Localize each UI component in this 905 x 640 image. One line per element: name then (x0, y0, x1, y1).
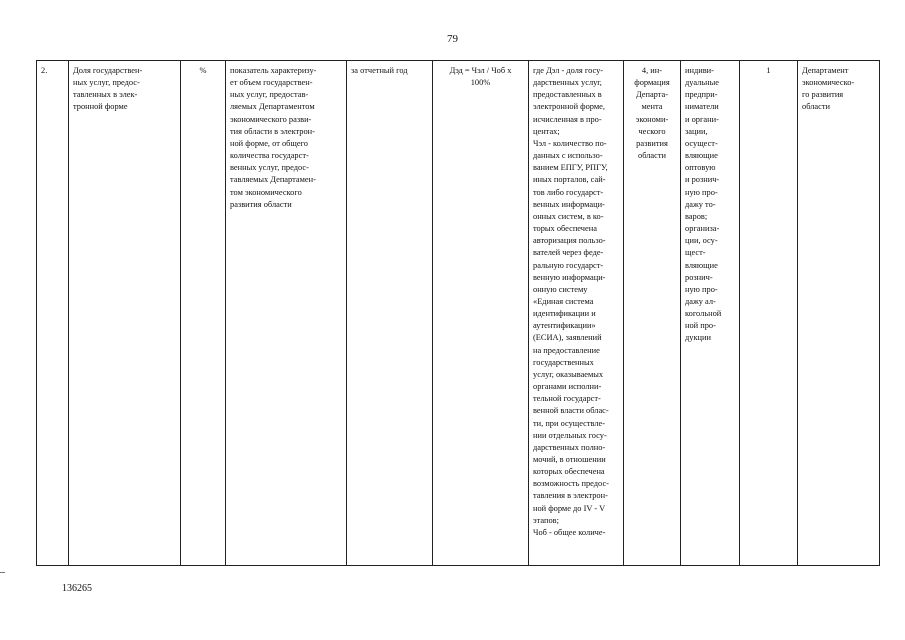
table-row (37, 61, 880, 566)
text-line: ральную государст- (533, 260, 604, 270)
text-line: 4, ин- (641, 66, 663, 75)
text-line: нии отдельных госу- (533, 430, 607, 440)
text-line: щест- (685, 248, 706, 258)
text-line: вляющие (685, 151, 718, 161)
text-line: которых обеспечена (533, 467, 605, 477)
text-line: на предоставление (533, 345, 600, 355)
text-line: онную систему (533, 284, 588, 294)
text-line: где Дэл - доля госу- (533, 66, 604, 75)
text-line: Департамент (802, 66, 849, 75)
code-cell (740, 61, 798, 566)
text-line: и рознич- (685, 175, 720, 185)
subjects-cell (681, 61, 740, 566)
text-line: предпри- (685, 90, 718, 100)
text-line: тавляемых Департамен- (230, 175, 316, 185)
unit: % (199, 66, 207, 75)
text-line: области (802, 102, 830, 112)
text-line: ной про- (685, 321, 716, 331)
text-line: тронной форме (73, 102, 128, 112)
text-line: органами исполни- (533, 382, 602, 392)
text-line: венных услуг, предос- (230, 163, 309, 173)
text-line: показатель характеризу- (230, 66, 317, 75)
code: 1 (766, 66, 771, 75)
text-line: экономическо- (802, 78, 855, 88)
text-line: (ЕСИА), заявлений (533, 333, 602, 343)
unit-cell (181, 61, 226, 566)
text-line: том экономического (230, 187, 302, 197)
text-line: ти, при осуществле- (533, 418, 606, 428)
text-line: мента (641, 102, 663, 112)
variables-cell (529, 61, 624, 566)
indicator-name-cell (69, 61, 181, 566)
period-cell (347, 61, 433, 566)
text-line: этапов; (533, 515, 559, 525)
text-line: ет объем государствен- (230, 78, 313, 88)
text-line: и органи- (685, 114, 719, 124)
text-line: осущест- (685, 138, 718, 148)
text-line: дарственных полно- (533, 442, 606, 452)
text-line: за отчетный год (351, 66, 408, 75)
text-line: услуг, оказываемых (533, 369, 604, 379)
text-line: ной форме до IV - V (533, 503, 606, 513)
description-cell (226, 61, 347, 566)
text-line: экономи- (635, 114, 669, 124)
row-number-cell (37, 61, 69, 566)
formula-cell (433, 61, 529, 566)
text-line: иных порталов, сай- (533, 175, 606, 185)
text-line: ляемых Департаментом (230, 102, 315, 112)
text-line: дуальные (685, 78, 719, 88)
page-number: 79 (447, 33, 458, 45)
responsible-cell (798, 61, 880, 566)
text-line: центах; (533, 126, 560, 136)
text-line: электронной форме, (533, 102, 605, 112)
text-line: рознич- (685, 272, 713, 282)
text-line: тельной государст- (533, 394, 601, 404)
text-line: онных систем, в ко- (533, 211, 604, 221)
text-line: варов; (685, 211, 708, 221)
text-line: индиви- (685, 66, 714, 75)
text-line: развития (636, 138, 668, 148)
source-cell (624, 61, 681, 566)
margin-mark (0, 572, 5, 573)
text-line: формация (634, 78, 670, 88)
text-line: Департа- (635, 90, 669, 100)
text-line: дарственных услуг, (533, 78, 602, 88)
text-line: исчисленная в про- (533, 114, 602, 124)
row-number: 2. (41, 66, 48, 75)
text-line: тавленных в элек- (73, 90, 138, 100)
text-line: ванием ЕПГУ, РПГУ, (533, 163, 608, 173)
text-line: торых обеспечена (533, 224, 597, 234)
text-line: «Единая система (533, 296, 594, 306)
text-line: вляющие (685, 260, 718, 270)
text-line: ниматели (685, 102, 719, 112)
text-line: венную информаци- (533, 272, 606, 282)
text-line: развития области (230, 199, 292, 209)
text-line: ных услуг, предос- (73, 78, 140, 88)
text-line: ной форме, от общего (230, 138, 308, 148)
text-line: тия области в электрон- (230, 126, 315, 136)
text-line: оптовую (685, 163, 716, 173)
text-line: данных с использо- (533, 151, 603, 161)
indicator-table (36, 60, 880, 566)
text-line: ных услуг, предостав- (230, 90, 309, 100)
text-line: возможность предос- (533, 479, 609, 489)
text-line: ную про- (685, 284, 718, 294)
text-line: дажу то- (685, 199, 716, 209)
text-line: го развития (802, 90, 844, 100)
text-line: Дэд = Чэл / Чоб х (449, 66, 512, 75)
text-line: 100% (470, 78, 491, 88)
text-line: венных информаци- (533, 199, 605, 209)
text-line: ческого (638, 126, 666, 136)
text-line: венной власти облас- (533, 406, 609, 416)
text-line: области (638, 151, 666, 161)
text-line: ции, осу- (685, 236, 718, 246)
text-line: организа- (685, 224, 720, 234)
text-line: вателей через феде- (533, 248, 604, 258)
document-id: 136265 (62, 583, 92, 594)
text-line: экономического разви- (230, 114, 312, 124)
text-line: тавления в электрон- (533, 491, 608, 501)
text-line: Доля государствен- (73, 66, 143, 75)
text-line: дукции (685, 333, 711, 343)
text-line: авторизация пользо- (533, 236, 606, 246)
text-line: количества государст- (230, 151, 309, 161)
text-line: дажу ал- (685, 296, 716, 306)
text-line: предоставленных в (533, 90, 602, 100)
text-line: мочий, в отношении (533, 455, 606, 464)
text-line: зации, (685, 126, 708, 136)
text-line: Чэл - количество по- (533, 138, 607, 148)
text-line: ную про- (685, 187, 718, 197)
text-line: аутентификации» (533, 321, 596, 331)
text-line: государственных (533, 357, 594, 367)
text-line: Чоб - общее количе- (533, 527, 606, 537)
text-line: когольной (685, 309, 722, 319)
text-line: тов либо государст- (533, 187, 604, 197)
text-line: идентификации и (533, 309, 596, 319)
